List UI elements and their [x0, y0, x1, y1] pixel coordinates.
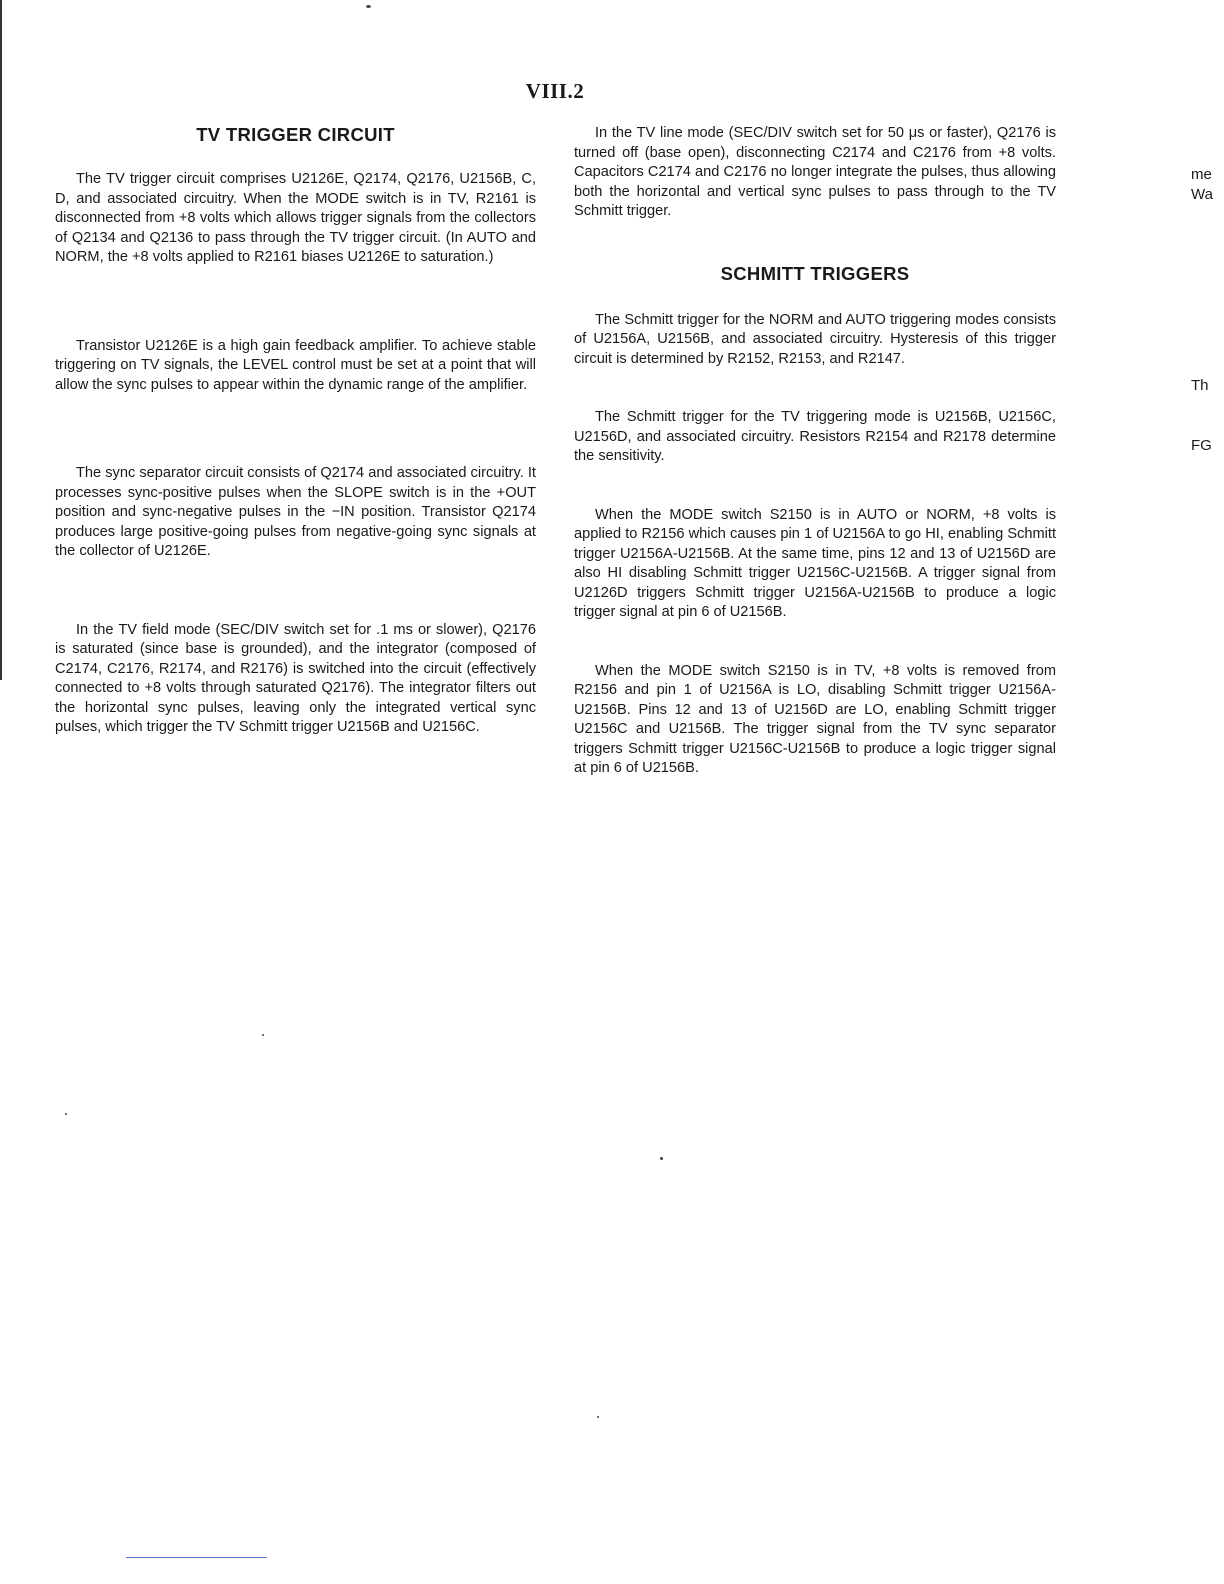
footer-rule — [126, 1557, 267, 1558]
scan-speck — [65, 1113, 67, 1115]
tv-trigger-heading: TV TRIGGER CIRCUIT — [196, 124, 395, 145]
scan-speck — [597, 1416, 599, 1418]
edge-fragment-1: me — [1191, 166, 1212, 183]
schmitt-paragraph-4: When the MODE switch S2150 is in TV, +8 volts is removed from R2156 and pin 1 of U2156A is LO, disabling Schmitt trigger U2156A-U2156B. Pins 12 and 13 of U2156D are LO, enabling Schmitt trigger U2156C and U2156B. The trigger signal from the TV sync separator triggers Schmitt trigger U2156C-U2156B to produce a logic trigger signal at pin 6 of U2156B. — [574, 662, 1056, 776]
sync-separator-paragraph: The sync separator circuit consists of Q2174 and associated circuitry. It processes sync-positive pulses when the SLOPE switch is in the +OUT position and sync-negative pulses in the −IN position. Transistor Q2174 produces large positive-going pulses from negative-going sync signals at the collector of U2126E. — [55, 465, 536, 559]
schmitt-paragraph-3: When the MODE switch S2150 is in AUTO or NORM, +8 volts is applied to R2156 which causes pin 1 of U2156A to go HI, enabling Schmitt trigger U2156A-U2156B. At the same time, pins 12 and 13 of U2156D are also HI disabling Schmitt trigger U2156C-U2156B. A trigger signal from U2126D triggers Schmitt trigger U2156A-U2156B to produce a logic trigger signal at pin 6 of U2156B. — [574, 506, 1056, 620]
schmitt-paragraph-2: The Schmitt trigger for the TV triggering mode is U2156B, U2156C, U2156D, and associated circuitry. Resistors R2154 and R2178 determine the sensitivity. — [574, 409, 1056, 464]
tv-trigger-paragraph-1: The TV trigger circuit comprises U2126E, Q2174, Q2176, U2156B, C, D, and associated circuitry. When the MODE switch is in TV, R2161 is disconnected from +8 volts which allows trigger signals from the collectors of Q2134 and Q2136 to pass through the TV trigger circuit. (In AUTO and NORM, the +8 volts applied to R2161 biases U2126E to saturation.) — [55, 171, 536, 265]
schmitt-paragraph-1: The Schmitt trigger for the NORM and AUTO triggering modes consists of U2156A, U2156B, and associated circuitry. Hysteresis of this trigger circuit is determined by R2152, R2153, and R2147. — [574, 311, 1056, 367]
edge-fragment-4: FG — [1191, 437, 1212, 454]
tv-line-mode-paragraph: In the TV line mode (SEC/DIV switch set for 50 μs or faster), Q2176 is turned off (base open), disconnecting C2174 and C2176 from +8 volts. Capacitors C2174 and C2176 no longer integrate the pulses, thus allowing both the horizontal and vertical sync pulses to pass through to the TV Schmitt trigger. — [574, 125, 1056, 219]
right-column — [574, 124, 1056, 779]
schmitt-triggers-heading: SCHMITT TRIGGERS — [720, 262, 910, 284]
scan-speck — [366, 5, 371, 8]
tv-field-mode-paragraph: In the TV field mode (SEC/DIV switch set for .1 ms or slower), Q2176 is saturated (since base is grounded), and the integrator (composed of C2174, C2176, R2174, and R2176) is switched into the circuit (effectively connected to +8 volts through saturated Q2176). The integrator filters out the horizontal sync pulses, leaving only the integrated vertical sync pulses, which trigger the TV Schmitt trigger U2156B and U2156C. — [55, 621, 536, 735]
edge-fragment-2: Wa — [1191, 186, 1213, 203]
scan-speck — [660, 1157, 663, 1160]
scan-speck — [262, 1034, 264, 1036]
left-column — [55, 124, 536, 738]
tv-trigger-paragraph-2: Transistor U2126E is a high gain feedback amplifier. To achieve stable triggering on TV signals, the LEVEL control must be set at a point that will allow the sync pulses to appear within the dynamic range of the amplifier. — [55, 337, 536, 393]
page-number: VIII.2 — [525, 79, 585, 103]
edge-fragment-3: Th — [1191, 377, 1209, 394]
